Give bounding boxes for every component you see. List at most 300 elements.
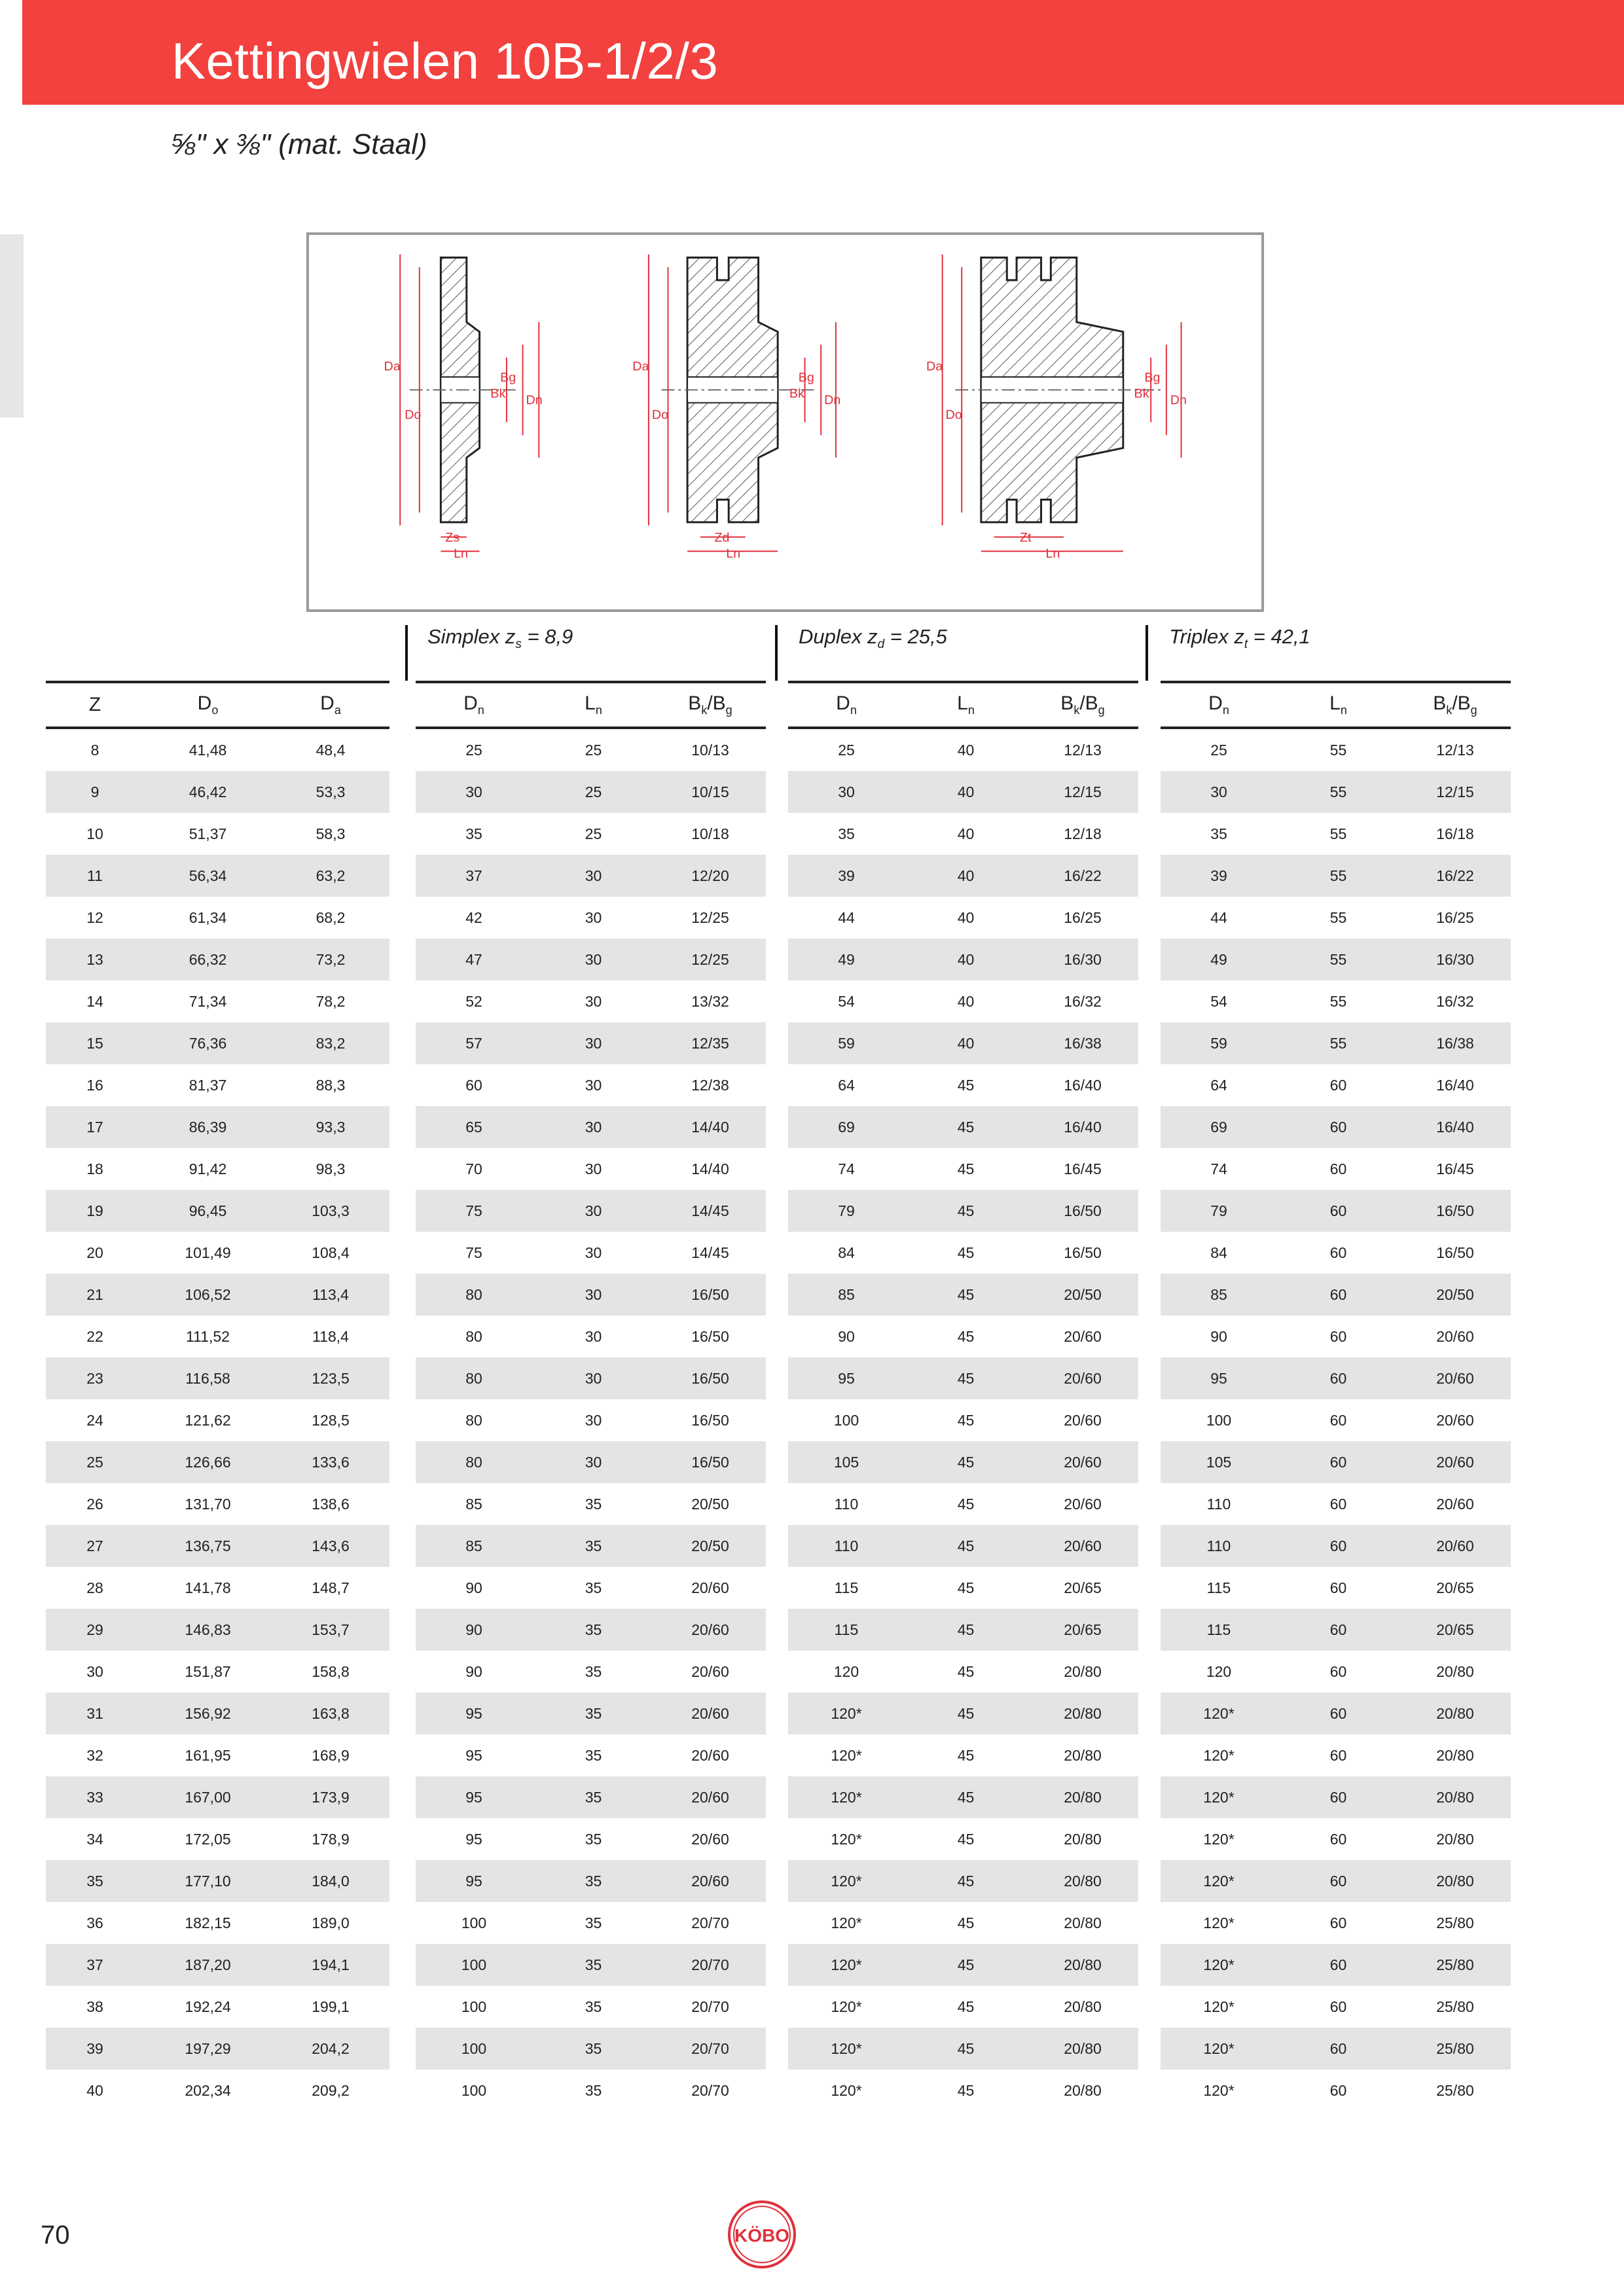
cell-do: 136,75 [144, 1525, 272, 1567]
cell-simplex-bkbg: 14/45 [655, 1190, 766, 1232]
cell-simplex-bkbg: 14/45 [691, 1244, 729, 1261]
label-dn: Dn [526, 393, 543, 408]
cell-z: 30 [86, 1662, 103, 1680]
cell-duplex-ln: 45 [905, 1106, 1027, 1148]
cell-do: 182,15 [185, 1914, 231, 1931]
cell-simplex-bkbg: 20/70 [691, 1998, 729, 2015]
cell-duplex-bkbg: 20/80 [1064, 1998, 1102, 2015]
cell-simplex-ln: 35 [532, 1693, 655, 1734]
cell-triplex-bkbg: 20/60 [1436, 1327, 1474, 1345]
cell-triplex-dn: 54 [1210, 992, 1227, 1010]
cell-simplex-dn: 90 [465, 1579, 482, 1596]
cell-simplex-dn: 80 [465, 1327, 482, 1345]
cell-z: 32 [86, 1746, 103, 1764]
cell-triplex-dn: 59 [1161, 1022, 1277, 1064]
cell-triplex-dn: 30 [1161, 771, 1277, 813]
cell-triplex-dn: 120* [1161, 1944, 1277, 1986]
cell-simplex-bkbg: 10/13 [691, 741, 729, 759]
cell-simplex-dn: 95 [465, 1830, 482, 1848]
cell-triplex-dn: 44 [1210, 908, 1227, 926]
cell-duplex-bkbg: 16/45 [1064, 1160, 1102, 1177]
table-row [46, 1902, 1511, 1944]
table-row [46, 1734, 1511, 1776]
cell-duplex-ln: 45 [905, 2028, 1027, 2070]
label-ln: Ln [454, 547, 469, 562]
cell-z: 9 [46, 771, 144, 813]
cell-z: 22 [86, 1327, 103, 1345]
table-row [46, 1064, 1511, 1106]
cell-simplex-bkbg: 12/38 [691, 1076, 729, 1094]
cell-simplex-dn: 95 [465, 1746, 482, 1764]
cell-simplex-ln: 30 [585, 1327, 602, 1345]
cell-duplex-bkbg: 16/30 [1027, 939, 1138, 980]
cell-duplex-bkbg: 20/80 [1064, 2081, 1102, 2099]
cell-duplex-ln: 45 [905, 1860, 1027, 1902]
cell-duplex-ln: 45 [957, 1914, 975, 1931]
cell-triplex-dn: 100 [1206, 1411, 1232, 1429]
cell-duplex-ln: 45 [905, 1190, 1027, 1232]
cell-triplex-dn: 64 [1210, 1076, 1227, 1094]
logo-text: KÖBO [734, 2225, 789, 2246]
cell-triplex-dn: 120* [1203, 2081, 1235, 2099]
cell-z: 10 [86, 825, 103, 842]
label-zd: Zd [714, 530, 730, 545]
table-row [46, 1567, 1511, 1609]
cell-simplex-ln: 35 [532, 2028, 655, 2070]
cell-simplex-ln: 30 [532, 1190, 655, 1232]
cell-da: 143,6 [272, 1525, 389, 1567]
cell-da: 189,0 [312, 1914, 350, 1931]
cell-duplex-bkbg: 16/38 [1027, 1022, 1138, 1064]
cell-do: 187,20 [144, 1944, 272, 1986]
cell-da: 204,2 [272, 2028, 389, 2070]
table-row [46, 1441, 1511, 1483]
table-row [46, 1860, 1511, 1902]
cell-triplex-bkbg: 16/50 [1436, 1244, 1474, 1261]
cell-triplex-ln: 55 [1329, 992, 1347, 1010]
cell-do: 197,29 [144, 2028, 272, 2070]
cell-do: 172,05 [185, 1830, 231, 1848]
cell-duplex-dn: 49 [788, 939, 905, 980]
cell-triplex-ln: 60 [1329, 1160, 1347, 1177]
cell-duplex-dn: 120* [788, 1860, 905, 1902]
cell-duplex-bkbg: 20/60 [1027, 1525, 1138, 1567]
cell-simplex-bkbg: 20/60 [655, 1776, 766, 1818]
cell-da: 194,1 [272, 1944, 389, 1986]
cell-da: 83,2 [272, 1022, 389, 1064]
cell-z: 19 [46, 1190, 144, 1232]
cell-duplex-ln: 45 [905, 1609, 1027, 1651]
cell-triplex-dn: 120* [1203, 1830, 1235, 1848]
cell-triplex-bkbg: 20/60 [1399, 1357, 1511, 1399]
cell-simplex-dn: 80 [416, 1274, 532, 1316]
cell-z: 13 [46, 939, 144, 980]
cell-z: 38 [86, 1998, 103, 2015]
cell-duplex-ln: 45 [905, 1525, 1027, 1567]
cell-duplex-bkbg: 16/50 [1027, 1190, 1138, 1232]
label-ln: Ln [1045, 547, 1060, 562]
cell-do: 41,48 [189, 741, 227, 759]
cell-duplex-bkbg: 20/60 [1027, 1357, 1138, 1399]
cell-z: 17 [46, 1106, 144, 1148]
cell-do: 66,32 [144, 939, 272, 980]
label-da: Da [632, 359, 649, 374]
cell-do: 51,37 [189, 825, 227, 842]
cell-simplex-bkbg: 20/50 [691, 1495, 729, 1513]
cell-simplex-bkbg: 16/50 [655, 1441, 766, 1483]
cell-simplex-bkbg: 12/25 [691, 908, 729, 926]
label-bk: Bk [789, 386, 804, 401]
cell-da: 173,9 [272, 1776, 389, 1818]
cell-z: 33 [46, 1776, 144, 1818]
cell-da: 58,3 [316, 825, 346, 842]
cell-triplex-dn: 79 [1161, 1190, 1277, 1232]
cell-duplex-ln: 45 [957, 1244, 975, 1261]
cell-triplex-dn: 120* [1161, 1776, 1277, 1818]
cell-duplex-dn: 59 [788, 1022, 905, 1064]
table-row [46, 1651, 1511, 1693]
cell-duplex-bkbg: 16/40 [1064, 1076, 1102, 1094]
cell-duplex-ln: 45 [957, 1076, 975, 1094]
cell-da: 63,2 [272, 855, 389, 897]
cell-duplex-ln: 45 [905, 1776, 1027, 1818]
table-row [46, 1525, 1511, 1567]
cell-simplex-ln: 30 [532, 855, 655, 897]
cell-triplex-ln: 60 [1277, 1274, 1399, 1316]
cell-simplex-dn: 42 [465, 908, 482, 926]
cell-da: 128,5 [312, 1411, 350, 1429]
cell-triplex-dn: 95 [1161, 1357, 1277, 1399]
cell-do: 76,36 [144, 1022, 272, 1064]
cell-triplex-dn: 110 [1206, 1495, 1231, 1513]
cell-do: 161,95 [185, 1746, 231, 1764]
cell-simplex-ln: 30 [532, 1357, 655, 1399]
cell-simplex-ln: 35 [532, 1525, 655, 1567]
cell-triplex-bkbg: 25/80 [1399, 1944, 1511, 1986]
table-row [46, 1986, 1511, 2028]
cell-z: 20 [86, 1244, 103, 1261]
cell-triplex-ln: 60 [1277, 1776, 1399, 1818]
col-do: $D_o$ [144, 681, 272, 729]
table-header-row [46, 681, 1511, 729]
cell-duplex-bkbg: 20/60 [1064, 1327, 1102, 1345]
label-da: Da [384, 359, 401, 374]
cell-duplex-bkbg: 20/80 [1027, 1860, 1138, 1902]
cell-triplex-bkbg: 16/32 [1436, 992, 1474, 1010]
cell-triplex-dn: 105 [1161, 1441, 1277, 1483]
cell-simplex-ln: 35 [585, 1998, 602, 2015]
cell-z: 12 [86, 908, 103, 926]
table-row [46, 1399, 1511, 1441]
cell-simplex-bkbg: 14/40 [691, 1160, 729, 1177]
cell-z: 29 [46, 1609, 144, 1651]
cell-simplex-ln: 35 [532, 1944, 655, 1986]
cell-do: 71,34 [189, 992, 227, 1010]
cell-simplex-dn: 95 [416, 1776, 532, 1818]
cell-triplex-bkbg: 12/13 [1436, 741, 1474, 759]
cell-da: 88,3 [316, 1076, 346, 1094]
cell-simplex-bkbg: 12/20 [655, 855, 766, 897]
cell-da: 98,3 [316, 1160, 346, 1177]
table-row [46, 1693, 1511, 1734]
col-duplex-dn: $D_n$ [788, 681, 905, 729]
cell-simplex-bkbg: 12/25 [655, 939, 766, 980]
cell-simplex-dn: 95 [416, 1860, 532, 1902]
sprocket-data-table [46, 681, 1511, 2111]
table-row [46, 1944, 1511, 1986]
table-row [46, 771, 1511, 813]
table-row [46, 1357, 1511, 1399]
cell-triplex-dn: 110 [1161, 1525, 1277, 1567]
sprocket-drawing [306, 232, 1264, 612]
cell-triplex-dn: 115 [1161, 1609, 1277, 1651]
cell-triplex-dn: 120 [1206, 1662, 1232, 1680]
cell-simplex-ln: 25 [532, 771, 655, 813]
cell-triplex-bkbg: 20/60 [1436, 1495, 1474, 1513]
cell-duplex-bkbg: 20/60 [1064, 1411, 1102, 1429]
cell-duplex-dn: 105 [788, 1441, 905, 1483]
cell-triplex-ln: 60 [1329, 1830, 1347, 1848]
cell-triplex-dn: 120* [1161, 1693, 1277, 1734]
cell-simplex-bkbg: 13/32 [691, 992, 729, 1010]
group-simplex-heading: Simplex $z_s = 8,9$ [427, 625, 573, 652]
cell-simplex-bkbg: 20/70 [655, 1944, 766, 1986]
cell-simplex-bkbg: 10/18 [691, 825, 729, 842]
cell-simplex-dn: 85 [416, 1525, 532, 1567]
cell-duplex-dn: 115 [788, 1609, 905, 1651]
col-triplex-ln: $L_n$ [1277, 681, 1399, 729]
table-row [46, 1148, 1511, 1190]
cell-z: 37 [46, 1944, 144, 1986]
cell-duplex-dn: 120* [831, 1998, 862, 2015]
cell-triplex-ln: 60 [1329, 1495, 1347, 1513]
cell-simplex-bkbg: 16/50 [655, 1357, 766, 1399]
cell-triplex-ln: 55 [1277, 771, 1399, 813]
cell-duplex-dn: 120* [788, 1944, 905, 1986]
cell-z: 34 [86, 1830, 103, 1848]
cell-simplex-dn: 30 [416, 771, 532, 813]
cell-simplex-ln: 30 [585, 1411, 602, 1429]
cell-simplex-ln: 30 [532, 939, 655, 980]
table-row [46, 1022, 1511, 1064]
cell-do: 151,87 [185, 1662, 231, 1680]
cell-duplex-dn: 74 [838, 1160, 855, 1177]
cell-triplex-dn: 120* [1203, 1998, 1235, 2015]
cell-duplex-dn: 90 [838, 1327, 855, 1345]
cell-duplex-ln: 40 [957, 908, 975, 926]
col-duplex-bkbg: $B_k/B_g$ [1027, 681, 1138, 729]
cell-duplex-bkbg: 16/50 [1064, 1244, 1102, 1261]
col-triplex-dn: $D_n$ [1161, 681, 1277, 729]
cell-triplex-ln: 60 [1277, 1106, 1399, 1148]
duplex-sprocket [632, 255, 840, 562]
group-triplex-heading: Triplex $z_t = 42,1$ [1169, 625, 1310, 652]
cell-triplex-bkbg: 12/15 [1399, 771, 1511, 813]
cell-z: 25 [46, 1441, 144, 1483]
cell-simplex-ln: 30 [532, 1441, 655, 1483]
cell-da: 48,4 [316, 741, 346, 759]
cell-triplex-ln: 60 [1277, 2028, 1399, 2070]
cell-simplex-dn: 70 [465, 1160, 482, 1177]
cell-da: 148,7 [312, 1579, 350, 1596]
cell-simplex-dn: 60 [465, 1076, 482, 1094]
cell-simplex-bkbg: 14/40 [655, 1106, 766, 1148]
label-bg: Bg [500, 370, 516, 385]
cell-simplex-bkbg: 20/60 [691, 1830, 729, 1848]
cell-do: 111,52 [186, 1327, 230, 1345]
cell-simplex-bkbg: 20/70 [655, 2028, 766, 2070]
cell-triplex-bkbg: 20/80 [1436, 1830, 1474, 1848]
cell-simplex-bkbg: 20/60 [655, 1693, 766, 1734]
cell-duplex-dn: 35 [838, 825, 855, 842]
label-do: Do [405, 408, 422, 423]
cell-triplex-bkbg: 16/50 [1399, 1190, 1511, 1232]
cell-duplex-bkbg: 16/32 [1064, 992, 1102, 1010]
label-bk: Bk [1134, 386, 1149, 401]
cell-duplex-bkbg: 20/50 [1027, 1274, 1138, 1316]
cell-da: 73,2 [272, 939, 389, 980]
cell-duplex-ln: 45 [957, 1662, 975, 1680]
cell-triplex-bkbg: 16/38 [1399, 1022, 1511, 1064]
cell-duplex-bkbg: 20/80 [1027, 2028, 1138, 2070]
cell-z: 23 [46, 1357, 144, 1399]
cell-da: 103,3 [272, 1190, 389, 1232]
cell-triplex-ln: 60 [1329, 2081, 1347, 2099]
cell-simplex-dn: 47 [416, 939, 532, 980]
cell-simplex-bkbg: 20/50 [655, 1525, 766, 1567]
cell-duplex-dn: 95 [788, 1357, 905, 1399]
cell-simplex-ln: 30 [585, 1244, 602, 1261]
cell-simplex-dn: 37 [416, 855, 532, 897]
cell-triplex-dn: 84 [1210, 1244, 1227, 1261]
page-subtitle: ⅝" x ⅜" (mat. Staal) [171, 128, 427, 160]
group-duplex-heading: Duplex $z_d = 25,5$ [799, 625, 947, 652]
cell-z: 16 [86, 1076, 103, 1094]
cell-simplex-ln: 30 [532, 1274, 655, 1316]
cell-triplex-bkbg: 16/18 [1436, 825, 1474, 842]
cell-simplex-dn: 100 [461, 1914, 487, 1931]
label-bg: Bg [1144, 370, 1161, 385]
cell-triplex-bkbg: 20/65 [1436, 1579, 1474, 1596]
simplex-sprocket [384, 255, 543, 562]
cell-simplex-ln: 35 [585, 1662, 602, 1680]
cell-simplex-dn: 25 [465, 741, 482, 759]
kobo-logo [727, 2199, 797, 2270]
table-row [46, 1483, 1511, 1525]
label-ln: Ln [726, 547, 741, 562]
cell-do: 192,24 [185, 1998, 231, 2015]
cell-do: 121,62 [185, 1411, 231, 1429]
cell-triplex-bkbg: 20/80 [1399, 1693, 1511, 1734]
cell-duplex-bkbg: 16/22 [1027, 855, 1138, 897]
cell-da: 93,3 [272, 1106, 389, 1148]
cell-duplex-dn: 64 [838, 1076, 855, 1094]
cell-da: 53,3 [272, 771, 389, 813]
cell-simplex-ln: 35 [585, 2081, 602, 2099]
cell-triplex-dn: 25 [1210, 741, 1227, 759]
cell-simplex-dn: 75 [416, 1190, 532, 1232]
cell-duplex-bkbg: 20/80 [1064, 1914, 1102, 1931]
cell-simplex-dn: 100 [461, 1998, 487, 2015]
cell-duplex-ln: 40 [905, 939, 1027, 980]
cell-simplex-bkbg: 20/60 [655, 1860, 766, 1902]
cell-z: 39 [46, 2028, 144, 2070]
cell-duplex-ln: 45 [957, 1327, 975, 1345]
cell-triplex-ln: 60 [1329, 1746, 1347, 1764]
cell-duplex-ln: 45 [957, 1830, 975, 1848]
cell-duplex-bkbg: 16/25 [1064, 908, 1102, 926]
cell-duplex-dn: 120* [788, 1776, 905, 1818]
cell-triplex-dn: 120* [1203, 1914, 1235, 1931]
cell-triplex-ln: 55 [1329, 825, 1347, 842]
cell-da: 68,2 [316, 908, 346, 926]
col-duplex-ln: $L_n$ [905, 681, 1027, 729]
cell-duplex-ln: 40 [905, 1022, 1027, 1064]
cell-triplex-bkbg: 25/80 [1436, 1914, 1474, 1931]
cell-simplex-ln: 35 [585, 1746, 602, 1764]
cell-simplex-ln: 35 [585, 1495, 602, 1513]
cell-duplex-ln: 45 [957, 1746, 975, 1764]
cell-triplex-ln: 60 [1277, 1441, 1399, 1483]
label-bk: Bk [490, 386, 506, 401]
cell-z: 40 [86, 2081, 103, 2099]
cell-duplex-ln: 45 [957, 1411, 975, 1429]
side-tab-marker [0, 234, 24, 418]
cell-simplex-ln: 35 [532, 1609, 655, 1651]
cell-da: 168,9 [312, 1746, 350, 1764]
cell-z: 35 [46, 1860, 144, 1902]
table-row [46, 1232, 1511, 1274]
cell-do: 56,34 [144, 855, 272, 897]
cell-duplex-dn: 110 [788, 1525, 905, 1567]
cell-triplex-dn: 69 [1161, 1106, 1277, 1148]
cell-duplex-dn: 110 [834, 1495, 859, 1513]
cell-z: 26 [86, 1495, 103, 1513]
cell-simplex-bkbg: 20/60 [655, 1609, 766, 1651]
cell-triplex-ln: 60 [1329, 1579, 1347, 1596]
cell-simplex-dn: 85 [465, 1495, 482, 1513]
cell-da: 138,6 [312, 1495, 350, 1513]
cell-do: 46,42 [144, 771, 272, 813]
cell-triplex-ln: 55 [1329, 908, 1347, 926]
cell-triplex-dn: 85 [1161, 1274, 1277, 1316]
cell-triplex-bkbg: 25/80 [1436, 2081, 1474, 2099]
cell-duplex-ln: 45 [905, 1357, 1027, 1399]
cell-duplex-dn: 120* [831, 1830, 862, 1848]
cell-duplex-dn: 39 [788, 855, 905, 897]
cell-simplex-ln: 25 [585, 741, 602, 759]
cell-duplex-dn: 120* [831, 2081, 862, 2099]
cell-triplex-ln: 60 [1277, 1190, 1399, 1232]
cell-z: 8 [90, 741, 99, 759]
cell-triplex-ln: 55 [1277, 939, 1399, 980]
cell-z: 28 [86, 1579, 103, 1596]
cell-duplex-dn: 120* [831, 1914, 862, 1931]
cell-duplex-bkbg: 20/80 [1027, 1944, 1138, 1986]
cell-triplex-dn: 39 [1161, 855, 1277, 897]
cell-triplex-dn: 120* [1161, 2028, 1277, 2070]
table-row [46, 1818, 1511, 1860]
cell-z: 24 [86, 1411, 103, 1429]
cell-triplex-bkbg: 20/60 [1436, 1411, 1474, 1429]
cell-triplex-dn: 49 [1161, 939, 1277, 980]
cell-z: 27 [46, 1525, 144, 1567]
cell-duplex-bkbg: 20/80 [1027, 1693, 1138, 1734]
label-do: Do [651, 408, 669, 423]
cell-duplex-bkbg: 12/15 [1027, 771, 1138, 813]
cell-triplex-dn: 90 [1210, 1327, 1227, 1345]
cell-z: 36 [86, 1914, 103, 1931]
